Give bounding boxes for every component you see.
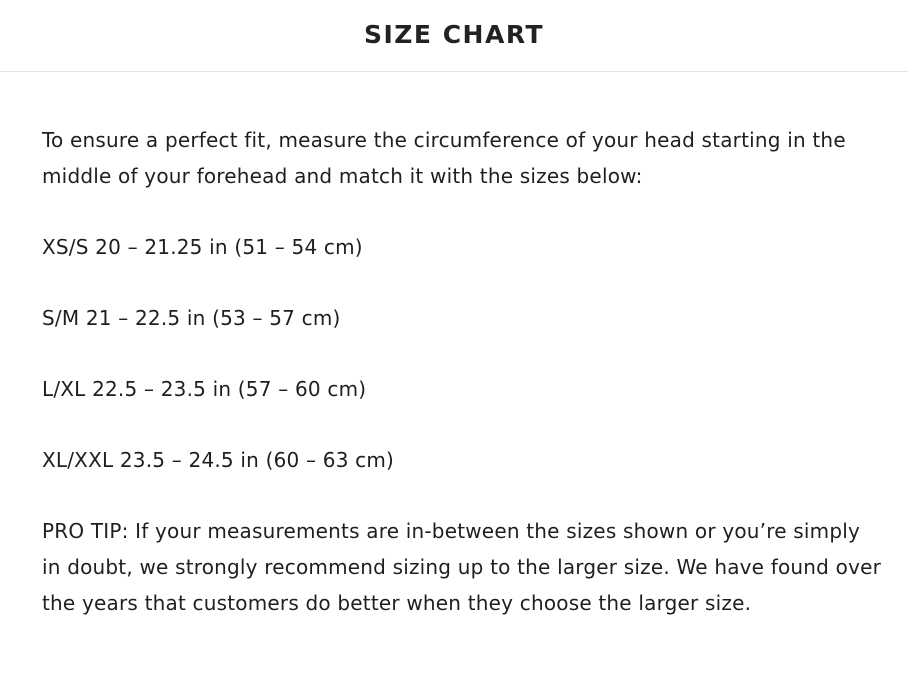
modal-header [0, 0, 908, 72]
size-row-xs-s: XS/S 20 – 21.25 in (51 – 54 cm) [42, 235, 363, 259]
page-title: SIZE CHART [363, 20, 544, 49]
size-row-l-xl: L/XL 22.5 – 23.5 in (57 – 60 cm) [42, 377, 367, 401]
size-row-xl-xxl: XL/XXL 23.5 – 24.5 in (60 – 63 cm) [42, 448, 395, 472]
intro-text: To ensure a perfect fit, measure the circumference of your head starting in the middle of your forehead and match it with the sizes below: [42, 128, 846, 188]
size-chart-content [42, 122, 882, 656]
pro-tip-text: PRO TIP: If your measurements are in-between the sizes shown or you’re simply in doubt, we strongly recommend sizing up to the larger size. We have found over the years that customers do better when they choose the larger size. [42, 519, 882, 615]
size-row-s-m: S/M 21 – 22.5 in (53 – 57 cm) [42, 306, 341, 330]
